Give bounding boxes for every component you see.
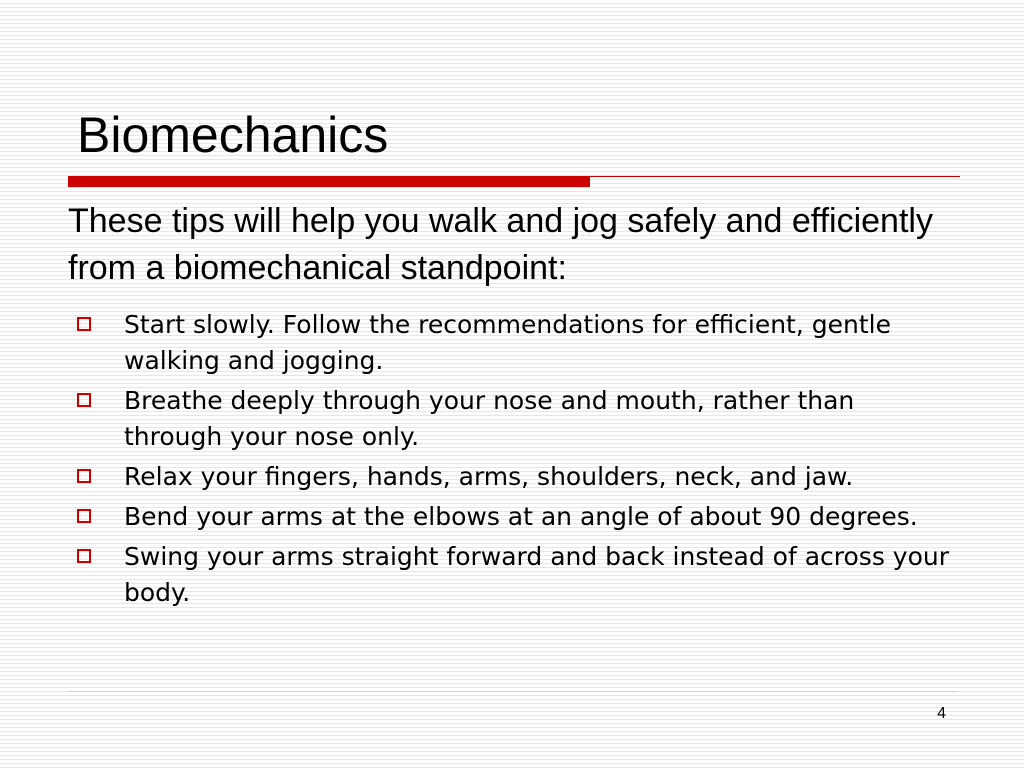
hollow-square-bullet-icon [77,469,91,483]
hollow-square-bullet-icon [77,509,91,523]
bullet-text: Breathe deeply through your nose and mouth, rather than through your nose only. [124,386,855,451]
bullet-text: Swing your arms straight forward and back instead of across your body. [124,542,950,607]
bullet-text: Start slowly. Follow the recommendations for efficient, gentle walking and jogging. [124,310,891,375]
footer-divider [68,691,958,692]
hollow-square-bullet-icon [77,393,91,407]
bullet-item [70,539,960,611]
bullet-list [70,307,960,615]
bullet-text: Bend your arms at the elbows at an angle of about 90 degrees. [124,502,918,531]
bullet-item [70,383,960,455]
bullet-item [70,459,960,495]
bullet-text: Relax your fingers, hands, arms, shoulders, neck, and jaw. [124,462,854,491]
bullet-item [70,499,960,535]
title-underline-thin [590,176,960,177]
slide-title: Biomechanics [77,107,389,163]
page-number: 4 [937,705,946,722]
title-underline-thick [68,176,590,187]
intro-paragraph: These tips will help you walk and jog safely and efficiently from a biomechanical standpoint: [68,202,933,287]
hollow-square-bullet-icon [77,317,91,331]
bullet-item [70,307,960,379]
hollow-square-bullet-icon [77,549,91,563]
